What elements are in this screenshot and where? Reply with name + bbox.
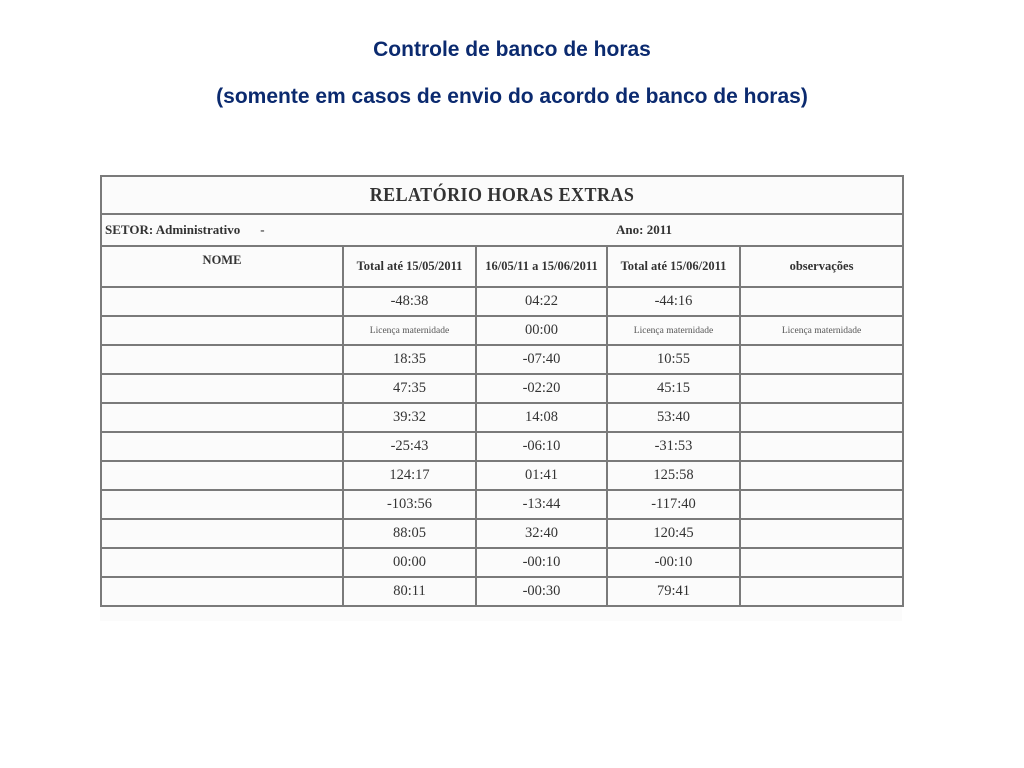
scanned-report xyxy=(100,175,902,621)
ano-label: Ano: 2011 xyxy=(616,222,673,237)
total-ate-1506-cell: 53:40 xyxy=(607,403,740,432)
table-row xyxy=(101,316,903,345)
total-ate-1506-cell: 125:58 xyxy=(607,461,740,490)
observacoes-cell xyxy=(740,548,903,577)
observacoes-cell xyxy=(740,519,903,548)
total-ate-1506-cell: -117:40 xyxy=(607,490,740,519)
nome-cell xyxy=(101,577,343,606)
periodo-cell: 14:08 xyxy=(476,403,607,432)
total-ate-1506-cell: 45:15 xyxy=(607,374,740,403)
table-row xyxy=(101,548,903,577)
header-nome: NOME xyxy=(101,246,343,287)
header-total-ate-1505: Total até 15/05/2011 xyxy=(343,246,476,287)
periodo-cell: -13:44 xyxy=(476,490,607,519)
table-row xyxy=(101,519,903,548)
header-periodo: 16/05/11 a 15/06/2011 xyxy=(476,246,607,287)
table-row xyxy=(101,287,903,316)
nome-cell xyxy=(101,432,343,461)
table-row xyxy=(101,490,903,519)
total-ate-1506-cell: 10:55 xyxy=(607,345,740,374)
observacoes-cell xyxy=(740,577,903,606)
nome-cell xyxy=(101,345,343,374)
header-observacoes: observações xyxy=(740,246,903,287)
slide-title: Controle de banco de horas xyxy=(373,38,651,61)
total-ate-1505-cell: -48:38 xyxy=(343,287,476,316)
observacoes-cell: Licença maternidade xyxy=(740,316,903,345)
total-ate-1506-cell: 79:41 xyxy=(607,577,740,606)
total-ate-1505-cell: -103:56 xyxy=(343,490,476,519)
table-row xyxy=(101,432,903,461)
setor-dash: - xyxy=(260,222,265,237)
periodo-cell: -07:40 xyxy=(476,345,607,374)
total-ate-1505-cell: 00:00 xyxy=(343,548,476,577)
periodo-cell: 01:41 xyxy=(476,461,607,490)
setor-label: SETOR: Administrativo xyxy=(105,222,241,237)
periodo-cell: 32:40 xyxy=(476,519,607,548)
observacoes-cell xyxy=(740,287,903,316)
periodo-cell: 04:22 xyxy=(476,287,607,316)
total-ate-1505-cell: 18:35 xyxy=(343,345,476,374)
periodo-cell: -06:10 xyxy=(476,432,607,461)
setor-cell xyxy=(101,214,903,246)
periodo-cell: 00:00 xyxy=(476,316,607,345)
nome-cell xyxy=(101,490,343,519)
setor-row xyxy=(101,214,903,246)
total-ate-1505-cell: Licença maternidade xyxy=(343,316,476,345)
table-row xyxy=(101,403,903,432)
nome-cell xyxy=(101,374,343,403)
nome-cell xyxy=(101,519,343,548)
observacoes-cell xyxy=(740,490,903,519)
observacoes-cell xyxy=(740,345,903,374)
periodo-cell: -02:20 xyxy=(476,374,607,403)
total-ate-1506-cell: -44:16 xyxy=(607,287,740,316)
slide-subtitle: (somente em casos de envio do acordo de banco de horas) xyxy=(216,85,808,108)
nome-cell xyxy=(101,316,343,345)
observacoes-cell xyxy=(740,403,903,432)
report-title-cell xyxy=(101,176,903,214)
header-total-ate-1506: Total até 15/06/2011 xyxy=(607,246,740,287)
table-row xyxy=(101,374,903,403)
observacoes-cell xyxy=(740,432,903,461)
nome-cell xyxy=(101,548,343,577)
total-ate-1505-cell: -25:43 xyxy=(343,432,476,461)
observacoes-cell xyxy=(740,374,903,403)
total-ate-1506-cell: Licença maternidade xyxy=(607,316,740,345)
report-table xyxy=(100,175,904,607)
nome-cell xyxy=(101,461,343,490)
header-row xyxy=(101,246,903,287)
total-ate-1506-cell: 120:45 xyxy=(607,519,740,548)
total-ate-1505-cell: 80:11 xyxy=(343,577,476,606)
total-ate-1505-cell: 124:17 xyxy=(343,461,476,490)
report-title: RELATÓRIO HORAS EXTRAS xyxy=(369,183,635,206)
table-row xyxy=(101,577,903,606)
nome-cell xyxy=(101,287,343,316)
periodo-cell: -00:30 xyxy=(476,577,607,606)
total-ate-1506-cell: -00:10 xyxy=(607,548,740,577)
observacoes-cell xyxy=(740,461,903,490)
total-ate-1505-cell: 88:05 xyxy=(343,519,476,548)
total-ate-1506-cell: -31:53 xyxy=(607,432,740,461)
table-row xyxy=(101,345,903,374)
report-title-row xyxy=(101,176,903,214)
table-row xyxy=(101,461,903,490)
total-ate-1505-cell: 39:32 xyxy=(343,403,476,432)
nome-cell xyxy=(101,403,343,432)
periodo-cell: -00:10 xyxy=(476,548,607,577)
total-ate-1505-cell: 47:35 xyxy=(343,374,476,403)
